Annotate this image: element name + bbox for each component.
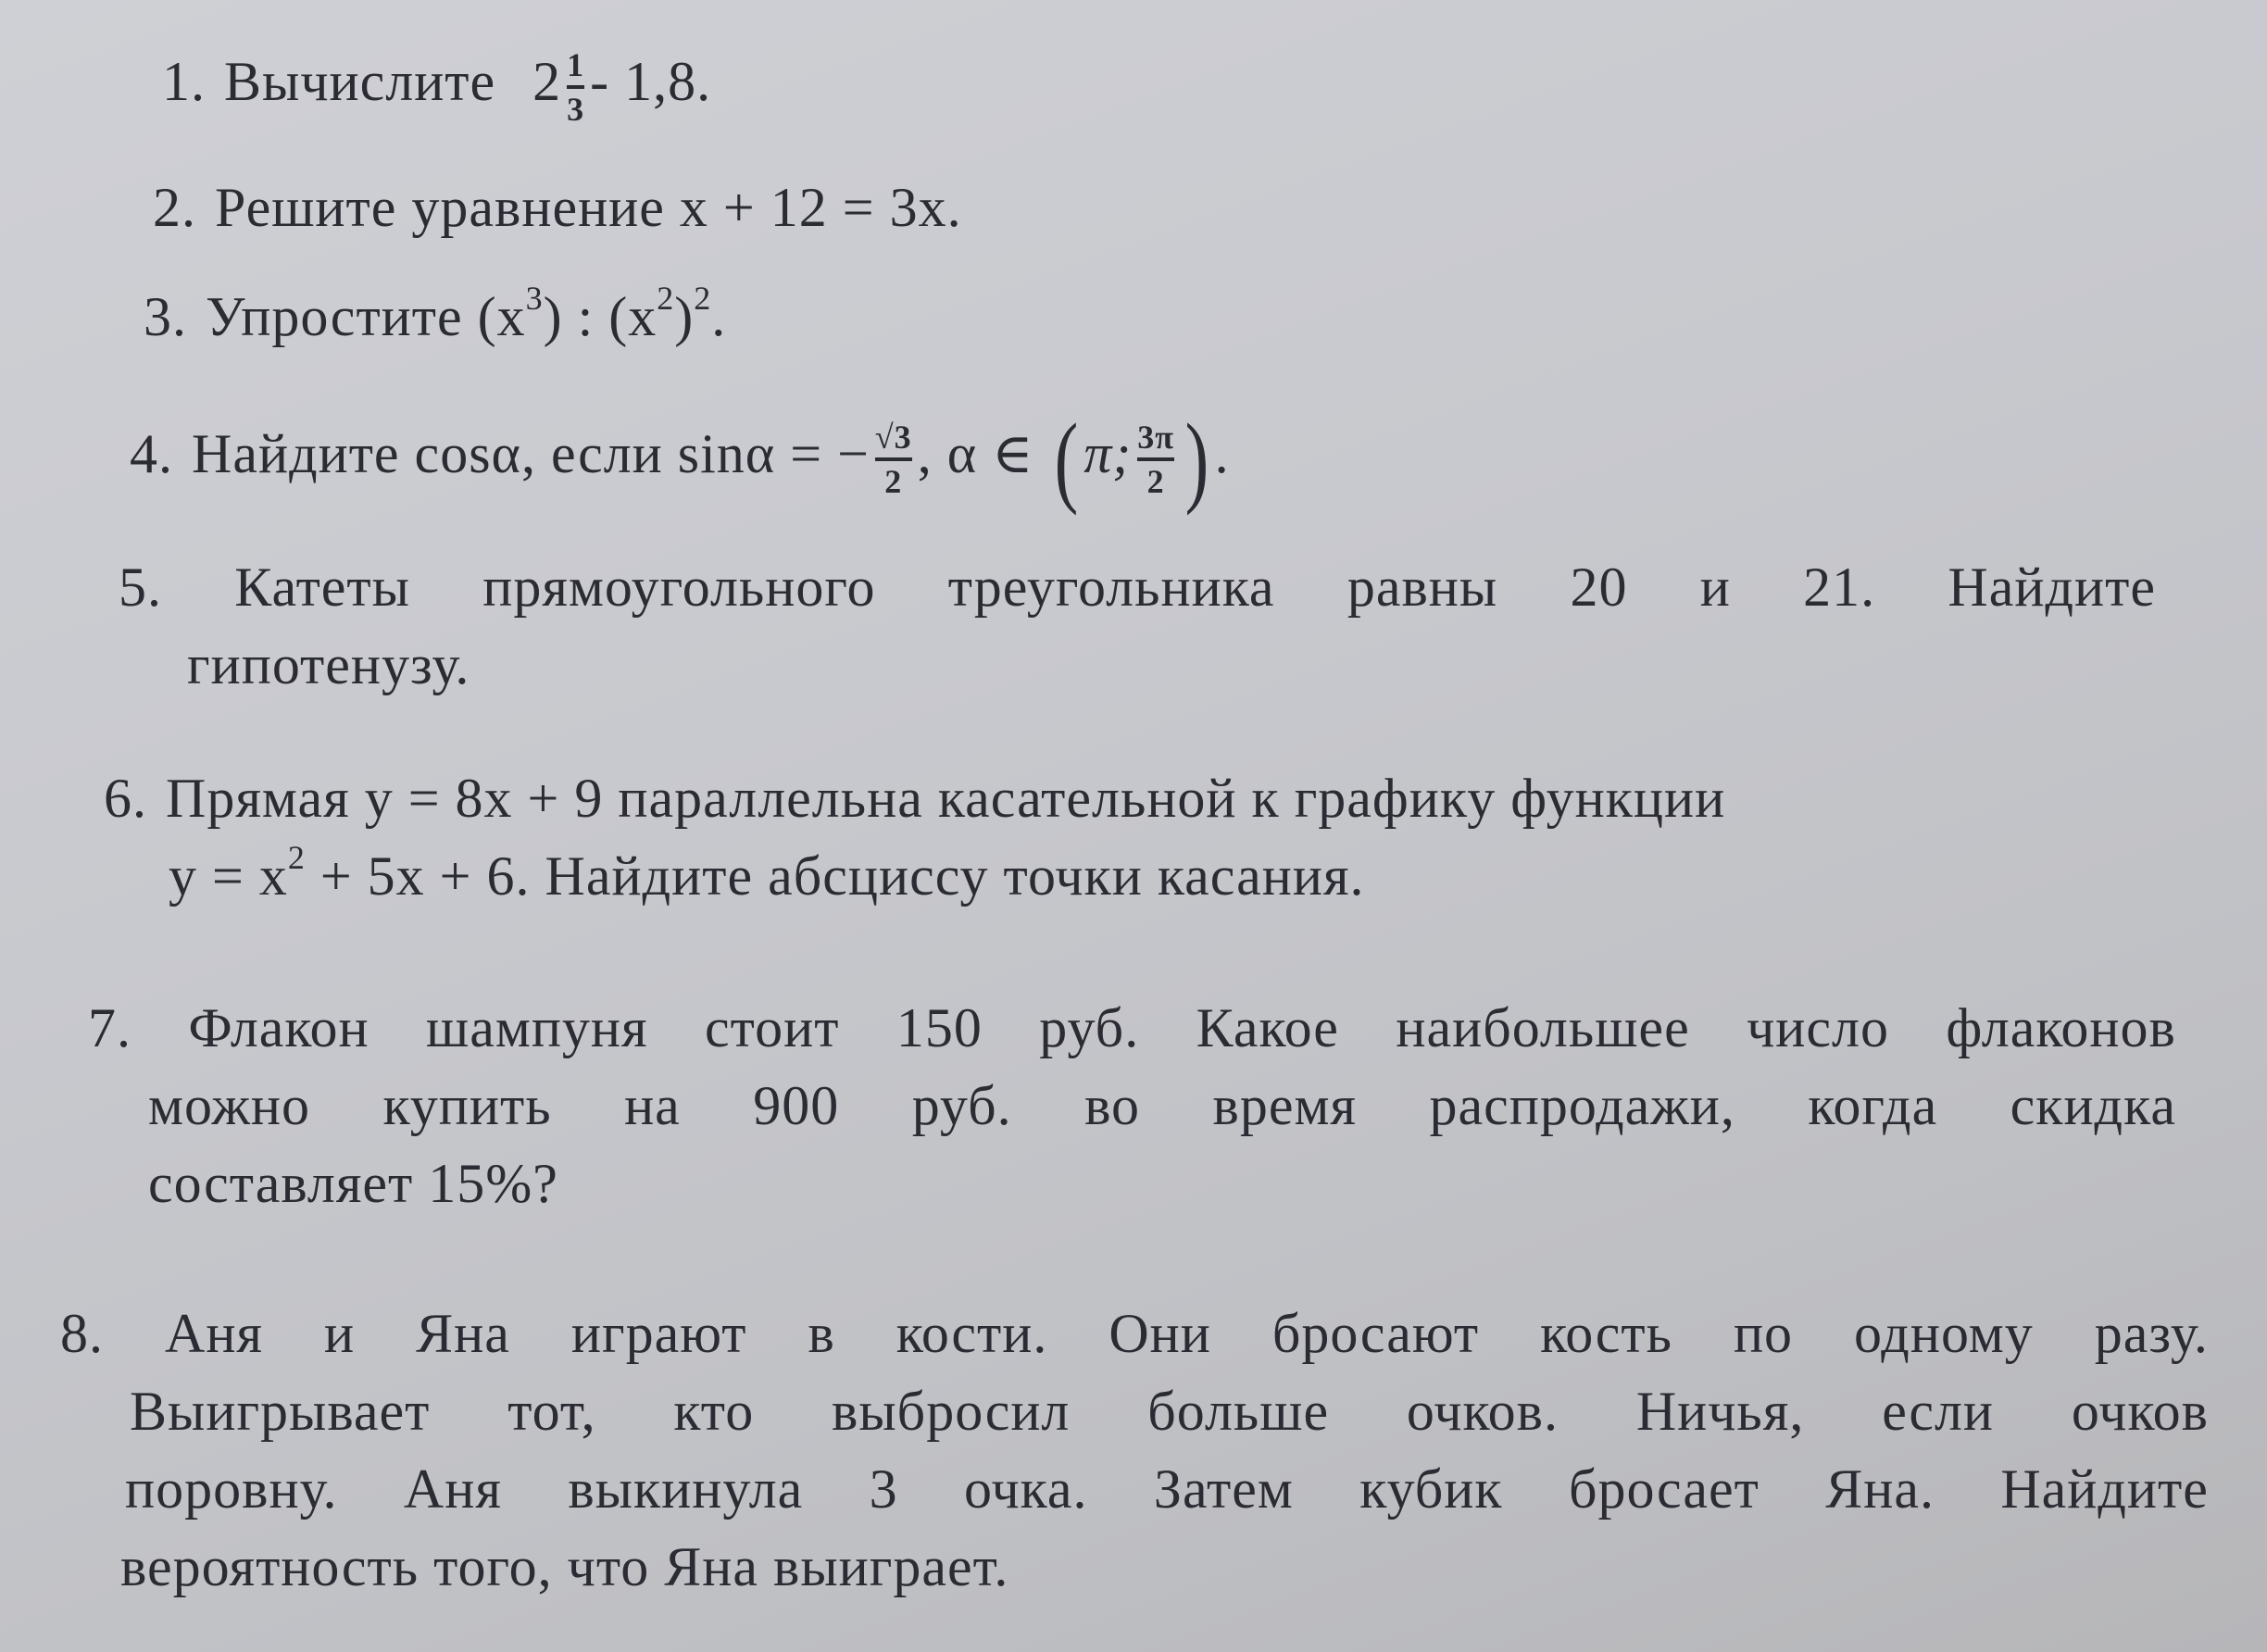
task-8-word: по: [1733, 1303, 1794, 1364]
task-8-word: Найдите: [2000, 1458, 2209, 1520]
task-8-word: очков: [2071, 1381, 2209, 1442]
task-8-word: Аня: [403, 1458, 502, 1520]
task-4-frac1-num: √3: [874, 419, 912, 457]
task-6-line-1-text: Прямая y = 8x + 9 параллельна касательной к графику функции: [166, 768, 1726, 829]
task-8: [60, 1295, 2209, 1606]
task-8-word: бросает: [1568, 1458, 1760, 1520]
task-4-pi: π;: [1083, 423, 1133, 484]
task-7-word: во: [1084, 1075, 1141, 1136]
fraction-bar: [1137, 457, 1174, 461]
task-4-frac1-den: 2: [884, 463, 903, 501]
task-5-word: 20: [1570, 557, 1628, 618]
task-8-word: очков.: [1406, 1381, 1559, 1442]
task-1-rest: - 1,8.: [590, 51, 712, 112]
task-8-line-4: вероятность того, что Яна выиграет.: [120, 1536, 1009, 1597]
task-4-number: 4.: [130, 423, 173, 484]
task-1-number: 1.: [162, 51, 206, 112]
task-3-exp1: 3: [525, 280, 544, 317]
task-8-word: очка.: [964, 1458, 1088, 1520]
task-7-word: Какое: [1196, 997, 1339, 1058]
task-7-word: время: [1212, 1075, 1358, 1136]
task-1-fraction: [567, 46, 584, 128]
task-5-word: и: [1699, 557, 1731, 618]
task-7-word: руб.: [911, 1075, 1012, 1136]
task-6-number: 6.: [104, 768, 147, 829]
task-8-word: кубик: [1359, 1458, 1503, 1520]
fraction-bar: [567, 85, 584, 89]
task-8-word: Яна: [416, 1303, 510, 1364]
task-1-whole: 2: [532, 51, 562, 112]
task-6-line-2: [104, 837, 2141, 915]
task-5-line-1: [119, 548, 2156, 626]
task-8-word: и: [324, 1303, 356, 1364]
task-4-frac2-den: 2: [1146, 463, 1165, 501]
task-4-fraction-sin: [875, 419, 912, 500]
task-8-word: кости.: [896, 1303, 1048, 1364]
task-8-word: кость: [1540, 1303, 1672, 1364]
task-5-word: Катеты: [234, 557, 410, 618]
task-3-end: .: [711, 286, 727, 347]
task-7-word: распродажи,: [1429, 1075, 1735, 1136]
task-8-word: больше: [1147, 1381, 1330, 1442]
task-5: [119, 548, 2156, 704]
task-7-line-1: [88, 989, 2176, 1067]
task-7: [88, 989, 2176, 1222]
task-8-word: бросают: [1271, 1303, 1480, 1364]
task-8-word: выбросил: [832, 1381, 1071, 1442]
task-8-word: Ничья,: [1635, 1381, 1805, 1442]
task-7-line-2: [88, 1067, 2176, 1145]
task-7-number: 7.: [88, 997, 132, 1058]
task-1-text: Вычислите: [224, 51, 496, 112]
task-7-word: 150: [896, 997, 983, 1058]
task-1-frac-den: 3: [567, 91, 585, 129]
task-4: [130, 403, 1230, 517]
task-4-end: .: [1214, 423, 1230, 484]
task-8-word: Аня: [164, 1303, 264, 1364]
task-7-word: наибольшее: [1396, 997, 1690, 1058]
task-7-word: когда: [1808, 1075, 1938, 1136]
task-4-fraction-interval: [1137, 419, 1174, 500]
task-8-word: тот,: [507, 1381, 596, 1442]
task-8-word: Выигрывает: [130, 1381, 431, 1442]
task-7-line-3: составляет 15%?: [148, 1153, 558, 1214]
task-2-number: 2.: [153, 177, 196, 238]
task-2-text: Решите уравнение x + 12 = 3x.: [215, 177, 962, 238]
task-8-number: 8.: [60, 1303, 104, 1364]
task-7-word: на: [624, 1075, 681, 1136]
task-8-word: разу.: [2094, 1303, 2209, 1364]
task-5-word: прямоугольного: [482, 557, 876, 618]
task-8-word: Они: [1108, 1303, 1211, 1364]
task-8-word: в: [808, 1303, 835, 1364]
task-5-word: Найдите: [1948, 557, 2156, 618]
task-6-exp: 2: [287, 839, 306, 876]
task-3-mid: ) : (x: [543, 286, 658, 347]
task-3-text: Упростите (x: [206, 286, 526, 347]
task-3-exp3: 2: [694, 280, 712, 317]
task-8-word: одному: [1854, 1303, 2034, 1364]
task-6-line-2a: y = x: [169, 845, 288, 907]
task-7-word: флаконов: [1946, 997, 2176, 1058]
task-8-word: Яна.: [1825, 1458, 1935, 1520]
task-3-exp2: 2: [657, 280, 675, 317]
task-7-word: число: [1747, 997, 1889, 1058]
task-4-frac2-num: 3π: [1137, 419, 1174, 457]
task-1: [162, 43, 711, 128]
task-4-text: Найдите cosα, если sinα = −: [192, 423, 870, 484]
task-7-word: Флакон: [188, 997, 369, 1058]
task-7-word: скидка: [2010, 1075, 2176, 1136]
task-6-line-2b: + 5x + 6. Найдите абсциссу точки касания.: [305, 845, 1365, 907]
task-4-paren-open: (: [1054, 403, 1079, 517]
task-7-word: 900: [753, 1075, 840, 1136]
task-5-number: 5.: [119, 557, 162, 618]
task-1-frac-num: 1: [567, 46, 585, 84]
task-8-line-2: [60, 1372, 2209, 1450]
task-4-mid: , α ∈: [917, 423, 1034, 484]
task-5-word: треугольника: [947, 557, 1275, 618]
task-8-line-1: [60, 1295, 2209, 1372]
task-7-word: можно: [148, 1075, 311, 1136]
task-8-word: выкинула: [568, 1458, 804, 1520]
task-8-word: поровну.: [125, 1458, 338, 1520]
task-2: [153, 169, 962, 246]
fraction-bar: [875, 457, 912, 461]
task-5-line-2: гипотенузу.: [187, 634, 470, 695]
task-5-word: 21.: [1803, 557, 1876, 618]
task-3-mid2: ): [674, 286, 695, 347]
task-5-word: равны: [1346, 557, 1498, 618]
task-7-word: стоит: [705, 997, 840, 1058]
task-8-line-3: [60, 1450, 2209, 1528]
task-6: [104, 759, 2141, 915]
task-3-number: 3.: [144, 286, 187, 347]
task-3: [144, 278, 726, 356]
task-8-word: 3: [869, 1458, 898, 1520]
task-4-paren-close: ): [1184, 403, 1209, 517]
task-6-line-1: [104, 759, 2141, 837]
task-8-word: если: [1882, 1381, 1995, 1442]
task-7-word: купить: [382, 1075, 552, 1136]
task-8-word: играют: [570, 1303, 747, 1364]
task-7-word: руб.: [1039, 997, 1140, 1058]
task-8-word: Затем: [1153, 1458, 1294, 1520]
task-8-word: кто: [673, 1381, 755, 1442]
task-7-word: шампуня: [426, 997, 648, 1058]
